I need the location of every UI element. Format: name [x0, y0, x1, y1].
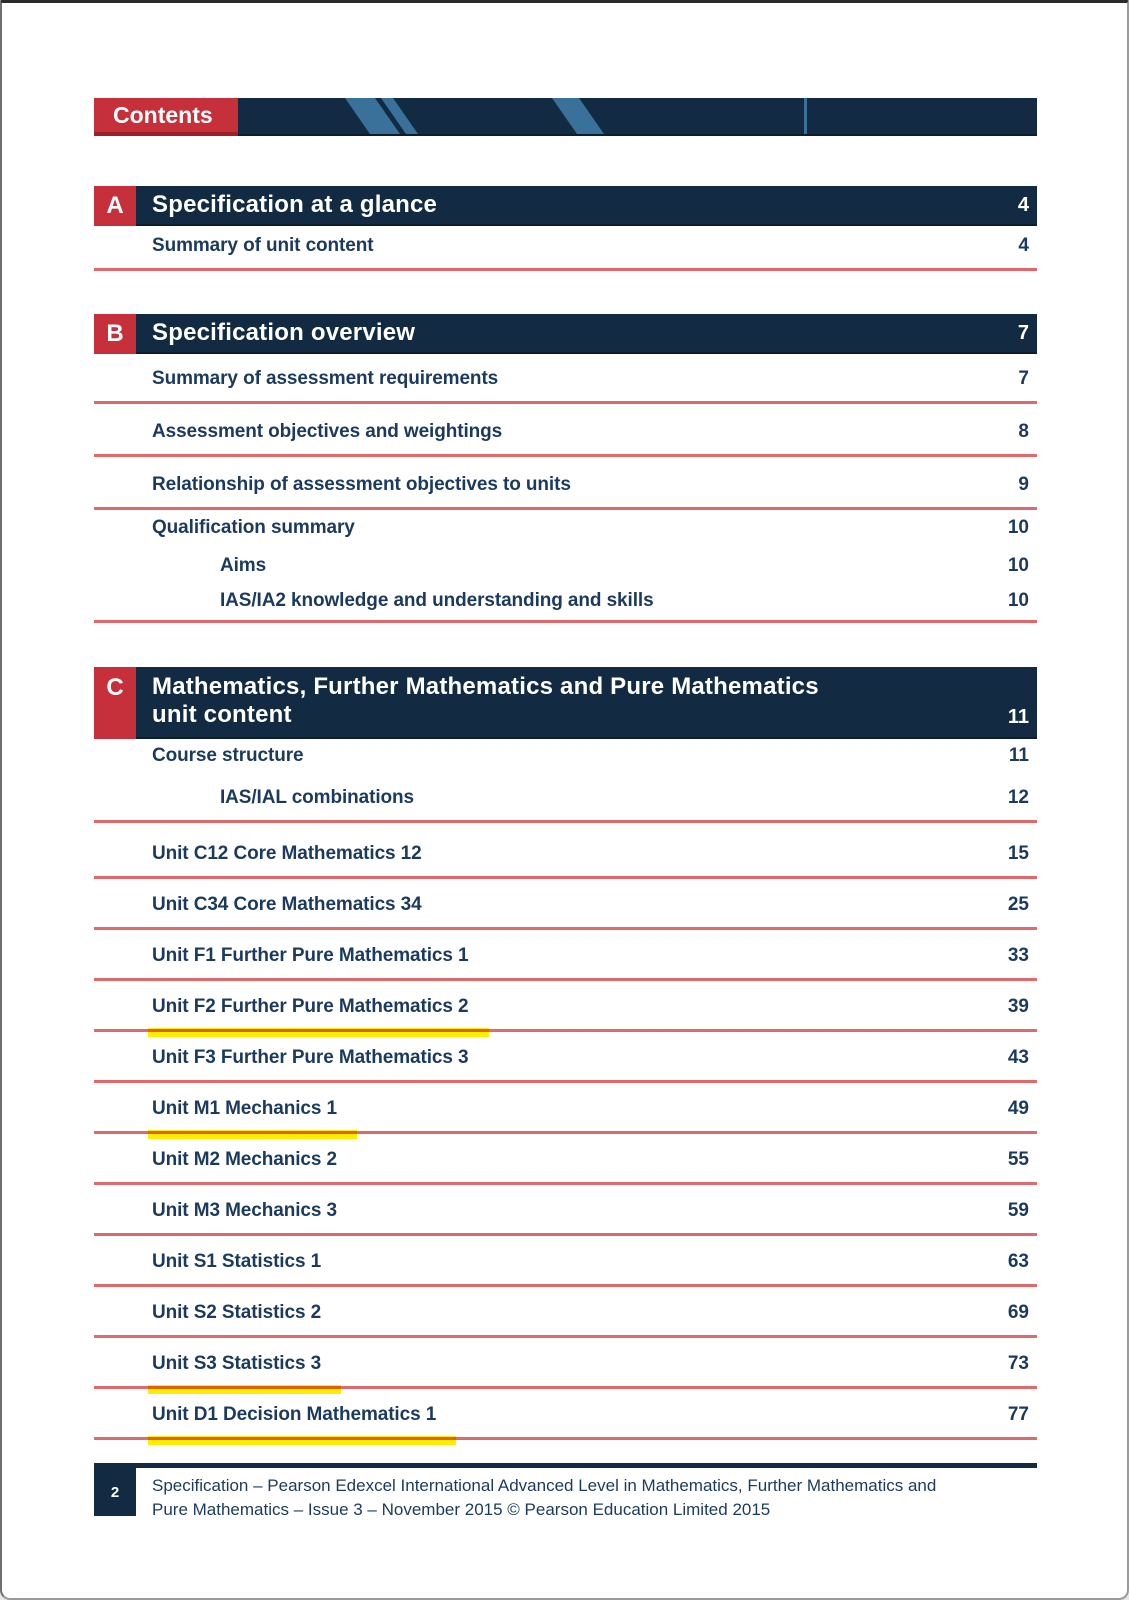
toc-row [94, 404, 1037, 457]
toc-section [94, 314, 1037, 623]
section-page-number: 7 [1017, 321, 1029, 344]
toc-entry-label: Course structure [152, 745, 304, 766]
toc-row [94, 585, 1037, 623]
toc-entry-page: 7 [1018, 368, 1029, 389]
toc-entry-label: Unit C12 Core Mathematics 12 [152, 843, 422, 864]
page-header-band [94, 98, 1037, 136]
toc-entry-label: Relationship of assessment objectives to units [152, 474, 571, 495]
section-letter-badge: A [94, 186, 136, 226]
toc-entry-label: Unit M1 Mechanics 1 [152, 1098, 337, 1119]
toc-row [94, 775, 1037, 823]
toc-entry-page: 12 [1007, 787, 1029, 808]
toc-entry-label: Qualification summary [152, 517, 355, 538]
section-letter-badge: B [94, 314, 136, 354]
section-page-number: 4 [1017, 193, 1029, 216]
toc-entry-page: 4 [1018, 235, 1029, 256]
toc-entry-page: 69 [1007, 1302, 1029, 1323]
toc-section [94, 186, 1037, 271]
toc-row [94, 1032, 1037, 1083]
toc-entry-label: Unit F3 Further Pure Mathematics 3 [152, 1047, 469, 1068]
toc-entry-label: Summary of unit content [152, 235, 374, 256]
section-title: Mathematics, Further Mathematics and Pure Mathematics unit content [152, 673, 819, 728]
footer-imprint-line2: Pure Mathematics – Issue 3 – November 2015 © Pearson Education Limited 2015 [152, 1500, 771, 1519]
toc-sections [94, 186, 1037, 1440]
toc-row [94, 550, 1037, 585]
toc-entry-page: 15 [1007, 843, 1029, 864]
toc-entry-label: Summary of assessment requirements [152, 368, 499, 389]
diagonal-stripes-decoration [238, 98, 1037, 134]
section-header-bar [94, 667, 1037, 739]
toc-entry-label: IAS/IAL combinations [220, 787, 415, 808]
contents-tab-label: Contents [94, 98, 238, 136]
toc-entry-label: Aims [220, 555, 267, 576]
section-header-main [136, 186, 1037, 226]
toc-entry-page: 39 [1007, 996, 1029, 1017]
toc-row [94, 879, 1037, 930]
toc-entry-page: 59 [1007, 1200, 1029, 1221]
toc-entry-page: 33 [1007, 945, 1029, 966]
toc-entry-label: Unit S1 Statistics 1 [152, 1251, 322, 1272]
toc-row [94, 510, 1037, 550]
toc-row [94, 354, 1037, 404]
contents-page-body [94, 98, 1037, 1522]
section-rows [94, 354, 1037, 623]
footer-page-number: 2 [94, 1468, 136, 1516]
toc-entry-page: 8 [1018, 421, 1029, 442]
toc-entry-page: 77 [1007, 1404, 1029, 1425]
toc-entry-page: 11 [1008, 745, 1029, 766]
toc-row [94, 1185, 1037, 1236]
section-rows [94, 226, 1037, 271]
section-title: Specification at a glance [152, 191, 438, 218]
section-title: Specification overview [152, 319, 416, 346]
toc-entry-label: Unit M2 Mechanics 2 [152, 1149, 337, 1170]
toc-entry-label: Unit F1 Further Pure Mathematics 1 [152, 945, 469, 966]
toc-row [94, 1236, 1037, 1287]
toc-entry-label: Unit C34 Core Mathematics 34 [152, 894, 422, 915]
toc-entry-page: 10 [1007, 590, 1029, 611]
section-letter-badge: C [94, 667, 136, 739]
section-page-number: 11 [1007, 706, 1029, 728]
toc-entry-label: Unit D1 Decision Mathematics 1 [152, 1404, 437, 1425]
toc-row [94, 1338, 1037, 1389]
toc-row [94, 739, 1037, 775]
toc-entry-page: 43 [1007, 1047, 1029, 1068]
footer-imprint [136, 1468, 936, 1522]
section-header-bar [94, 314, 1037, 354]
toc-row [94, 1083, 1037, 1134]
toc-row [94, 226, 1037, 271]
section-header-main [136, 667, 1037, 739]
section-rows [94, 739, 1037, 1440]
toc-entry-page: 10 [1007, 555, 1029, 576]
toc-row [94, 930, 1037, 981]
section-header-main [136, 314, 1037, 354]
toc-entry-page: 63 [1007, 1251, 1029, 1272]
toc-row [94, 1389, 1037, 1440]
toc-row [94, 457, 1037, 510]
toc-row [94, 1134, 1037, 1185]
toc-entry-label: Unit M3 Mechanics 3 [152, 1200, 337, 1221]
toc-row [94, 981, 1037, 1032]
footer-imprint-line1: Specification – Pearson Edexcel International Advanced Level in Mathematics, Further Mathematics and [152, 1476, 937, 1495]
toc-entry-label: Unit F2 Further Pure Mathematics 2 [152, 996, 469, 1017]
header-decorative-band [238, 98, 1037, 136]
toc-row [94, 823, 1037, 879]
toc-row [94, 1287, 1037, 1338]
toc-section [94, 667, 1037, 1440]
toc-entry-page: 55 [1007, 1149, 1029, 1170]
section-header-bar [94, 186, 1037, 226]
page-footer [94, 1463, 1037, 1522]
toc-entry-label: IAS/IA2 knowledge and understanding and skills [220, 590, 654, 611]
toc-entry-page: 9 [1018, 474, 1029, 495]
toc-entry-page: 73 [1007, 1353, 1029, 1374]
toc-entry-label: Unit S2 Statistics 2 [152, 1302, 322, 1323]
toc-entry-page: 10 [1007, 517, 1029, 538]
toc-entry-page: 25 [1007, 894, 1029, 915]
toc-entry-page: 49 [1007, 1098, 1029, 1119]
toc-entry-label: Assessment objectives and weightings [152, 421, 503, 442]
toc-entry-label: Unit S3 Statistics 3 [152, 1353, 322, 1374]
